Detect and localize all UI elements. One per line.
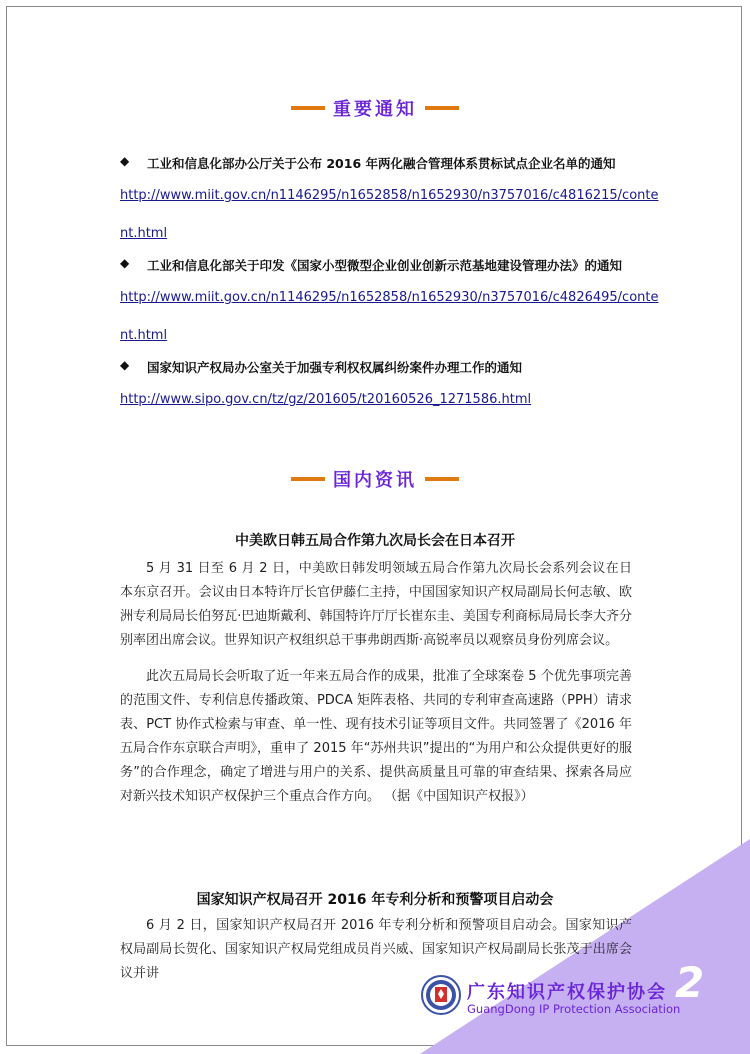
notice-link[interactable]: http://www.sipo.gov.cn/tz/gz/201605/t20160526_1271586.html <box>120 392 532 407</box>
diamond-bullet-icon: ◆ <box>120 154 130 168</box>
notice-link-continued[interactable]: nt.html <box>120 328 168 343</box>
page-number: 2 <box>675 958 705 1007</box>
article-paragraph: 此次五局局长会听取了近一年来五局合作的成果，批准了全球案卷 5 个优先事项完善的范围文件、专利信息传播政策、PDCA 矩阵表格、共同的专利审查高速路（PPH）请求表、PCT 协作式检索与审查、单一性、现有技术引证等项目文件。共同签署了《2016 年五局合作东京联合声明》，重申了 2015 年“苏州共识”提出的“为用户和公众提供更好的服务”的合作理念，确定了增进与用户的关系、提供高质量且可靠的审查结果、探索各局应对新兴技术知识产权保护三个重点合作方向。 （据《中国知识产权报》） <box>120 669 632 804</box>
organization-name-cn: 广东知识产权保护协会 <box>467 982 667 1003</box>
article-paragraph: 6 月 2 日，国家知识产权局召开 2016 年专利分析和预警项目启动会。国家知识产权局副局长贺化、国家知识产权局党组成员肖兴威、国家知识产权局副局长张茂于出席会议并讲 <box>120 918 632 981</box>
article-paragraph: 5 月 31 日至 6 月 2 日，中美欧日韩发明领域五局合作第九次局长会系列会议在日本东京召开。会议由日本特许厅长官伊藤仁主持，中国国家知识产权局副局长何志敏、欧洲专利局局长伯努瓦·巴迪斯戴利、韩国特许厅厅长崔东圭、美国专利商标局局长李大齐分别率团出席会议。世界知识产权组织总干事弗朗西斯·高锐率员以观察员身份列席会议。 <box>120 561 632 648</box>
association-logo-icon <box>421 975 461 1015</box>
section-header-important <box>0 95 750 121</box>
section-title: 重要通知 <box>333 99 417 120</box>
header-rule-right <box>425 477 459 481</box>
article-title: 中美欧日韩五局合作第九次局长会在日本召开 <box>235 533 515 549</box>
article-title: 国家知识产权局召开 2016 年专利分析和预警项目启动会 <box>196 892 554 908</box>
notice-link[interactable]: http://www.miit.gov.cn/n1146295/n1652858/n1652930/n3757016/c4816215/conte <box>120 188 659 203</box>
notice-link[interactable]: http://www.miit.gov.cn/n1146295/n1652858/n1652930/n3757016/c4826495/conte <box>120 290 659 305</box>
diamond-bullet-icon: ◆ <box>120 358 130 372</box>
diamond-bullet-icon: ◆ <box>120 256 130 270</box>
section-title: 国内资讯 <box>333 470 417 491</box>
section-header-domestic <box>0 466 750 492</box>
notice-title: 工业和信息化部关于印发《国家小型微型企业创业创新示范基地建设管理办法》的通知 <box>147 258 623 273</box>
notice-title: 工业和信息化部办公厅关于公布 2016 年两化融合管理体系贯标试点企业名单的通知 <box>147 156 616 171</box>
notice-link-continued[interactable]: nt.html <box>120 226 168 241</box>
organization-name-en: GuangDong IP Protection Association <box>467 1002 681 1016</box>
header-rule-left <box>291 106 325 110</box>
notice-title: 国家知识产权局办公室关于加强专利权权属纠纷案件办理工作的通知 <box>147 360 523 375</box>
header-rule-right <box>425 106 459 110</box>
header-rule-left <box>291 477 325 481</box>
